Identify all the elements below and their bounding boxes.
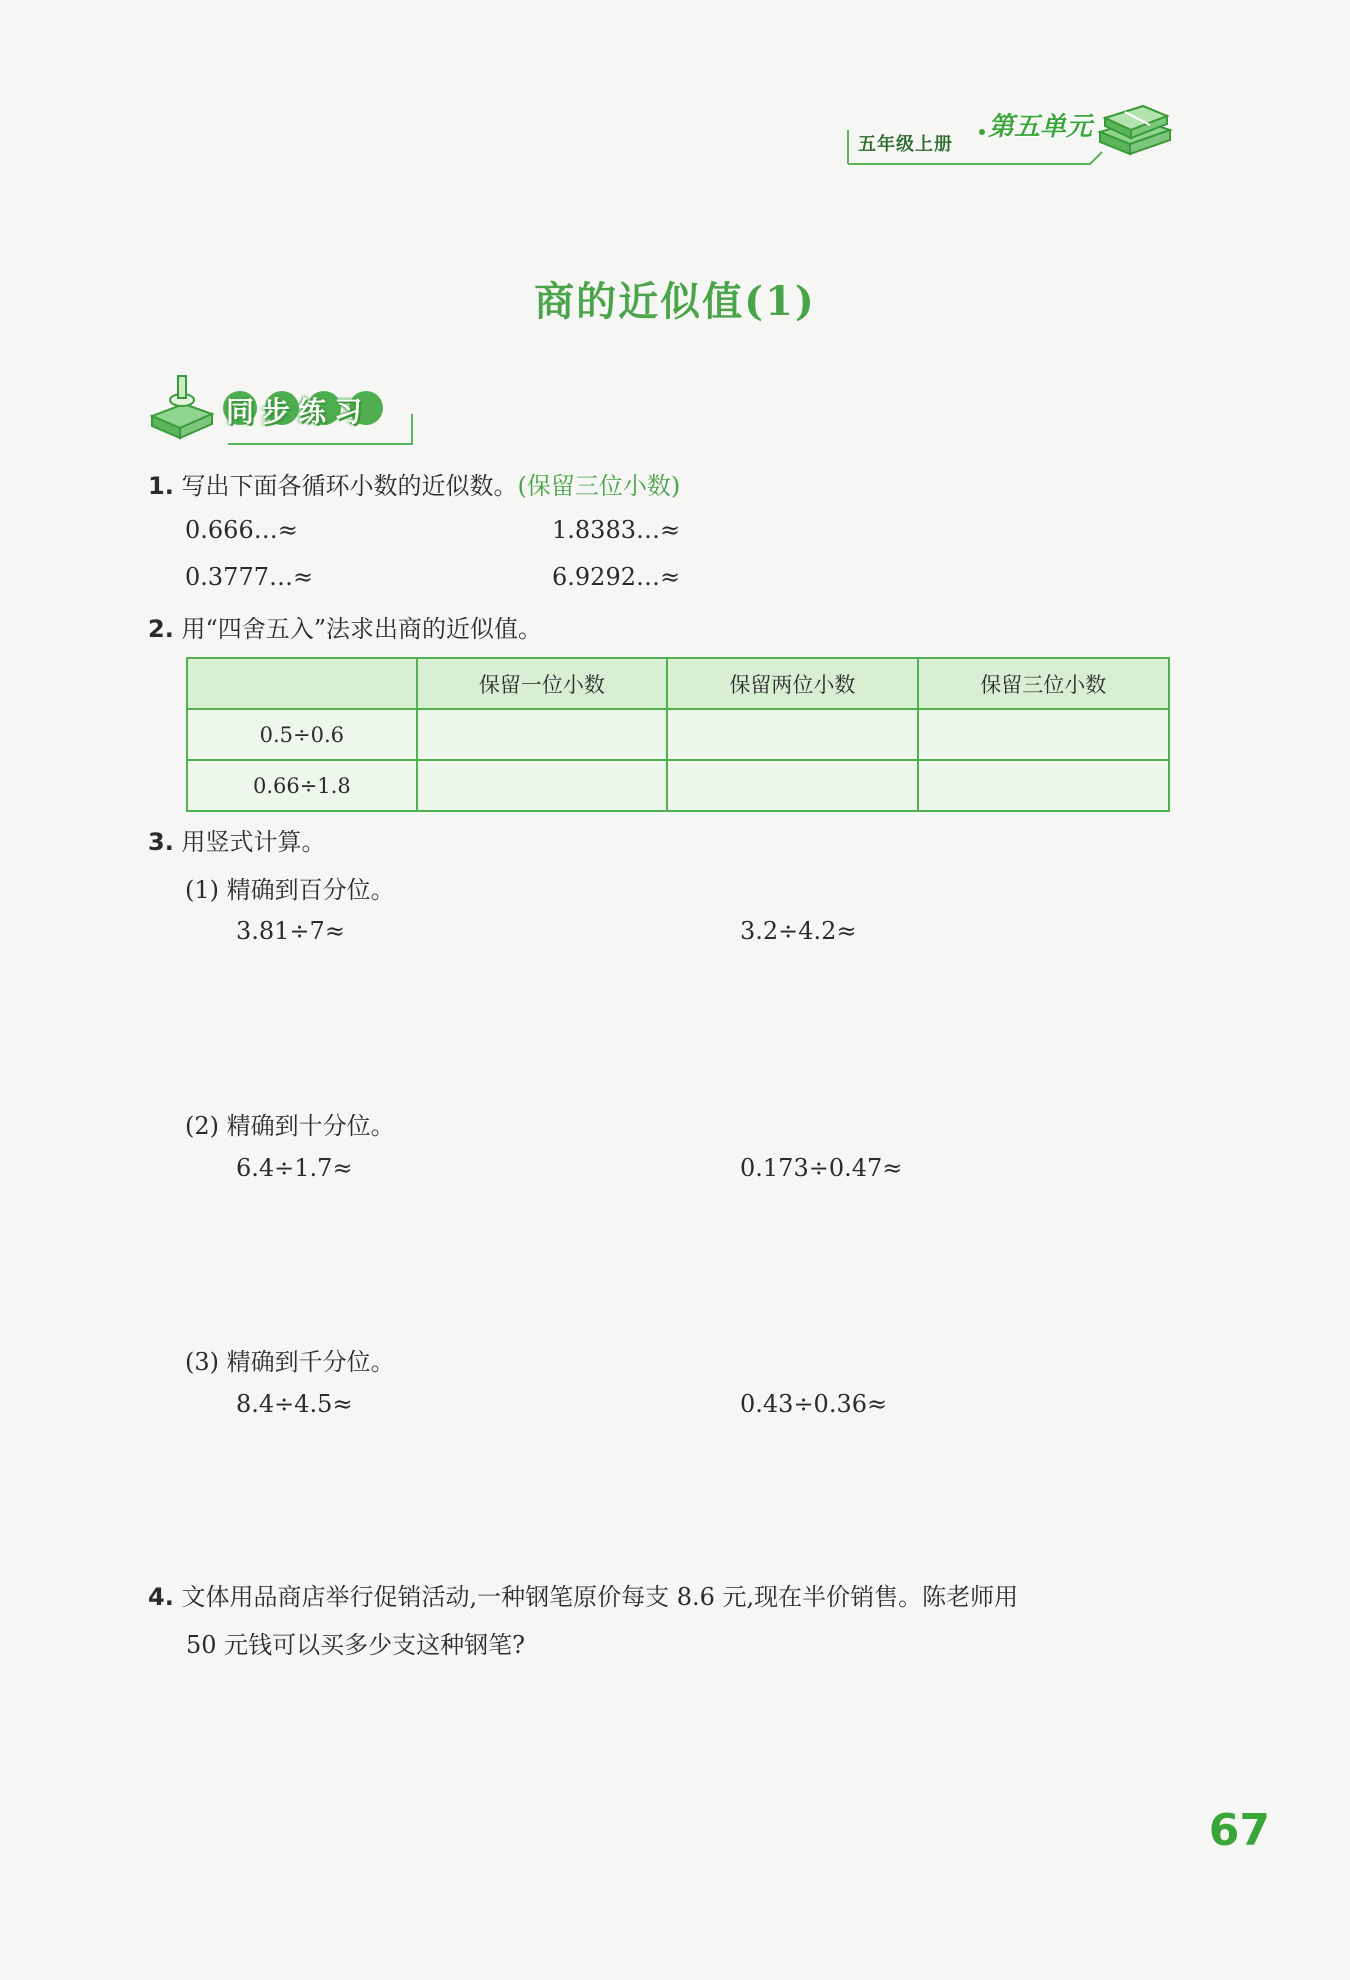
q1-item: 0.3777…≈ (185, 563, 314, 591)
q3-number: 3. (148, 828, 174, 856)
q3-item: 8.4÷4.5≈ (236, 1390, 353, 1418)
section-header (148, 372, 428, 452)
answer-cell[interactable] (417, 760, 667, 811)
q3-part-title (185, 1106, 395, 1141)
table-header-cell: 保留一位小数 (417, 658, 667, 709)
answer-cell[interactable] (667, 760, 917, 811)
q4-text-2: 50 元钱可以买多少支这种钢笔? (186, 1631, 526, 1659)
unit-label: 第五单元 (988, 112, 1093, 142)
table-header-cell (187, 658, 417, 709)
page-title: 商的近似值(1) (534, 278, 816, 325)
page-number: 67 (1208, 1805, 1270, 1856)
q1-number: 1. (148, 472, 174, 500)
q4-line (148, 1577, 1018, 1612)
q1-prompt-line (148, 466, 680, 501)
q3-item: 6.4÷1.7≈ (236, 1154, 353, 1182)
table-row (187, 760, 1169, 811)
table-row-label: 0.5÷0.6 (187, 709, 417, 760)
q3-part-label: (2) (185, 1112, 219, 1140)
q1-item: 0.666…≈ (185, 516, 298, 544)
q3-item: 3.81÷7≈ (236, 917, 345, 945)
q3-part-label: (1) (185, 876, 219, 904)
table-header-cell: 保留三位小数 (918, 658, 1169, 709)
table-header-row (187, 658, 1169, 709)
q1-item: 6.9292…≈ (552, 563, 681, 591)
q3-item: 0.173÷0.47≈ (740, 1154, 903, 1182)
q2-table (186, 657, 1170, 812)
q3-part-label: (3) (185, 1348, 219, 1376)
q4-number: 4. (148, 1583, 174, 1611)
q2-number: 2. (148, 615, 174, 643)
q3-item: 0.43÷0.36≈ (740, 1390, 888, 1418)
unit-header-badge (840, 92, 1180, 172)
answer-cell[interactable] (918, 760, 1169, 811)
answer-cell[interactable] (918, 709, 1169, 760)
section-label: 同步练习 (226, 395, 371, 428)
q1-hint: (保留三位小数) (517, 472, 681, 500)
q3-prompt: 用竖式计算。 (181, 828, 326, 856)
q3-part-title (185, 1342, 395, 1377)
q3-part-text: 精确到千分位。 (226, 1348, 395, 1376)
answer-cell[interactable] (667, 709, 917, 760)
table-row (187, 709, 1169, 760)
table-row-label: 0.66÷1.8 (187, 760, 417, 811)
q2-prompt: 用“四舍五入”法求出商的近似值。 (181, 615, 543, 643)
books-icon (1095, 92, 1175, 162)
q3-part-title (185, 870, 395, 905)
grade-label: 五年级上册 (858, 134, 953, 155)
answer-cell[interactable] (417, 709, 667, 760)
q1-item: 1.8383…≈ (552, 516, 681, 544)
q1-prompt: 写出下面各循环小数的近似数。 (181, 472, 518, 500)
q3-item: 3.2÷4.2≈ (740, 917, 857, 945)
q3-part-text: 精确到十分位。 (226, 1112, 395, 1140)
q4-text-1: 文体用品商店举行促销活动,一种钢笔原价每支 8.6 元,现在半价销售。陈老师用 (181, 1583, 1019, 1611)
q2-prompt-line (148, 609, 542, 644)
q3-prompt-line (148, 822, 325, 857)
table-header-cell: 保留两位小数 (667, 658, 917, 709)
q3-part-text: 精确到百分位。 (226, 876, 395, 904)
